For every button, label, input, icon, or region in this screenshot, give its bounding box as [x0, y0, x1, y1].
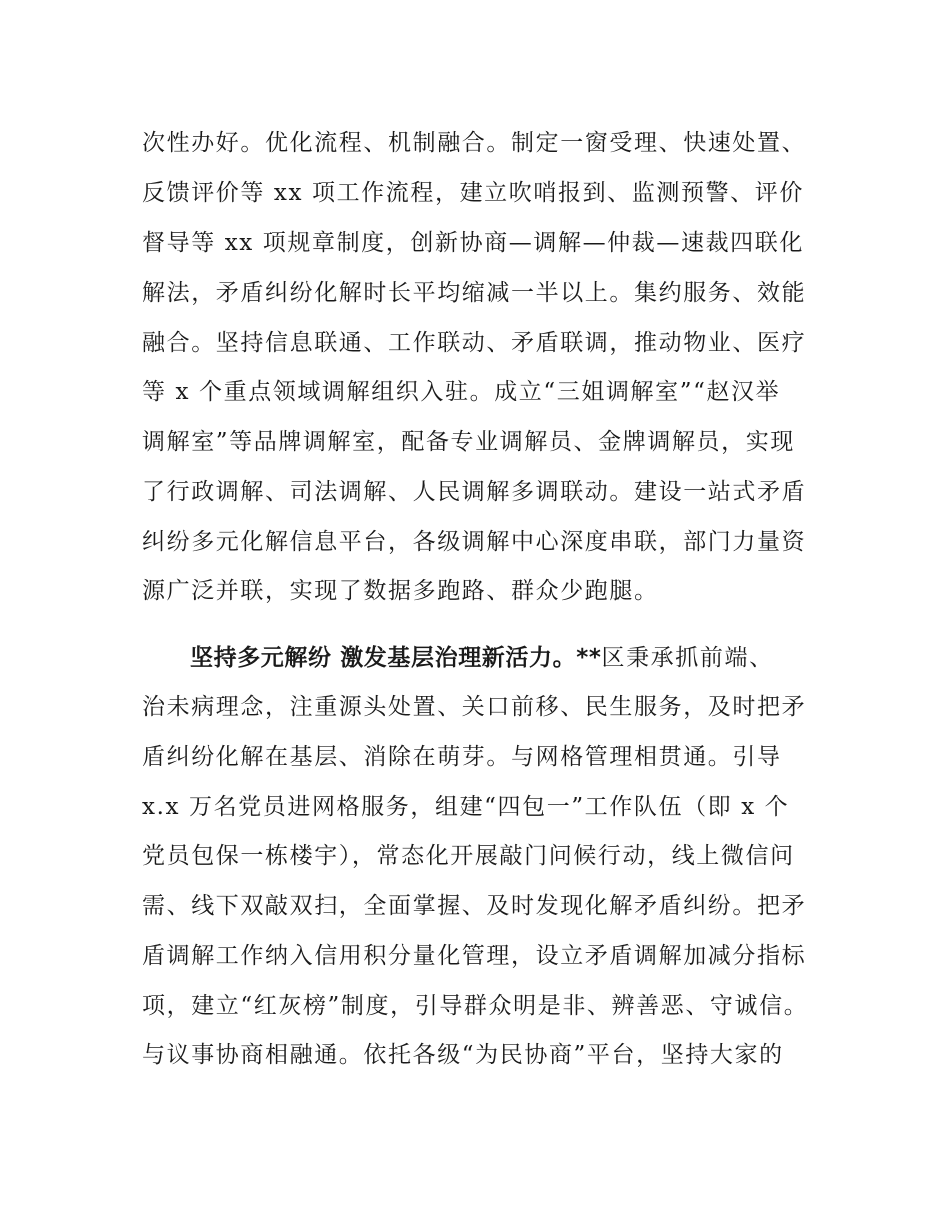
body-text-line: 等 x 个重点领域调解组织入驻。成立“三姐调解室”“赵汉举 — [142, 379, 781, 405]
paragraph-first-line — [190, 643, 774, 673]
body-text: 区秉承抓前端、 — [601, 645, 774, 671]
section-heading: 坚持多元解纷 激发基层治理新活力。** — [190, 645, 602, 671]
body-text-line: 纠纷多元化解信息平台，各级调解中心深度串联，部门力量资 — [142, 529, 807, 555]
body-text-line: 盾纠纷化解在基层、消除在萌芽。与网格管理相贯通。引导 — [142, 744, 782, 770]
body-text-line: 与议事协商相融通。依托各级“为民协商”平台，坚持大家的 — [142, 1042, 784, 1068]
body-text-line: 了行政调解、司法调解、人民调解多调联动。建设一站式矛盾 — [142, 479, 807, 505]
body-text-line: 项，建立“红灰榜”制度，引导群众明是非、辨善恶、守诚信。 — [142, 993, 809, 1019]
body-text-line: 解法，矛盾纠纷化解时长平均缩减一半以上。集约服务、效能 — [142, 280, 807, 306]
body-text-line: 治未病理念，注重源头处置、关口前移、民生服务，及时把矛 — [142, 694, 807, 720]
body-text-line: 次性办好。优化流程、机制融合。制定一窗受理、快速处置、 — [142, 130, 807, 156]
body-text-line: 反馈评价等 xx 项工作流程，建立吹哨报到、监测预警、评价 — [142, 180, 804, 206]
body-text-line: 源广泛并联，实现了数据多跑路、群众少跑腿。 — [142, 578, 659, 604]
body-text-line: 需、线下双敲双扫，全面掌握、及时发现化解矛盾纠纷。把矛 — [142, 893, 807, 919]
body-text-line: 融合。坚持信息联通、工作联动、矛盾联调，推动物业、医疗 — [142, 330, 807, 356]
body-text-line: 调解室”等品牌调解室，配备专业调解员、金牌调解员，实现 — [142, 429, 795, 455]
body-text-line: x.x 万名党员进网格服务，组建“四包一”工作队伍（即 x 个 — [142, 794, 790, 820]
body-text-line: 盾调解工作纳入信用积分量化管理，设立矛盾调解加减分指标 — [142, 943, 807, 969]
body-text-line: 督导等 xx 项规章制度，创新协商—调解—仲裁—速裁四联化 — [142, 230, 804, 256]
body-text-line: 党员包保一栋楼宇），常态化开展敲门问候行动，线上微信问 — [142, 843, 795, 869]
